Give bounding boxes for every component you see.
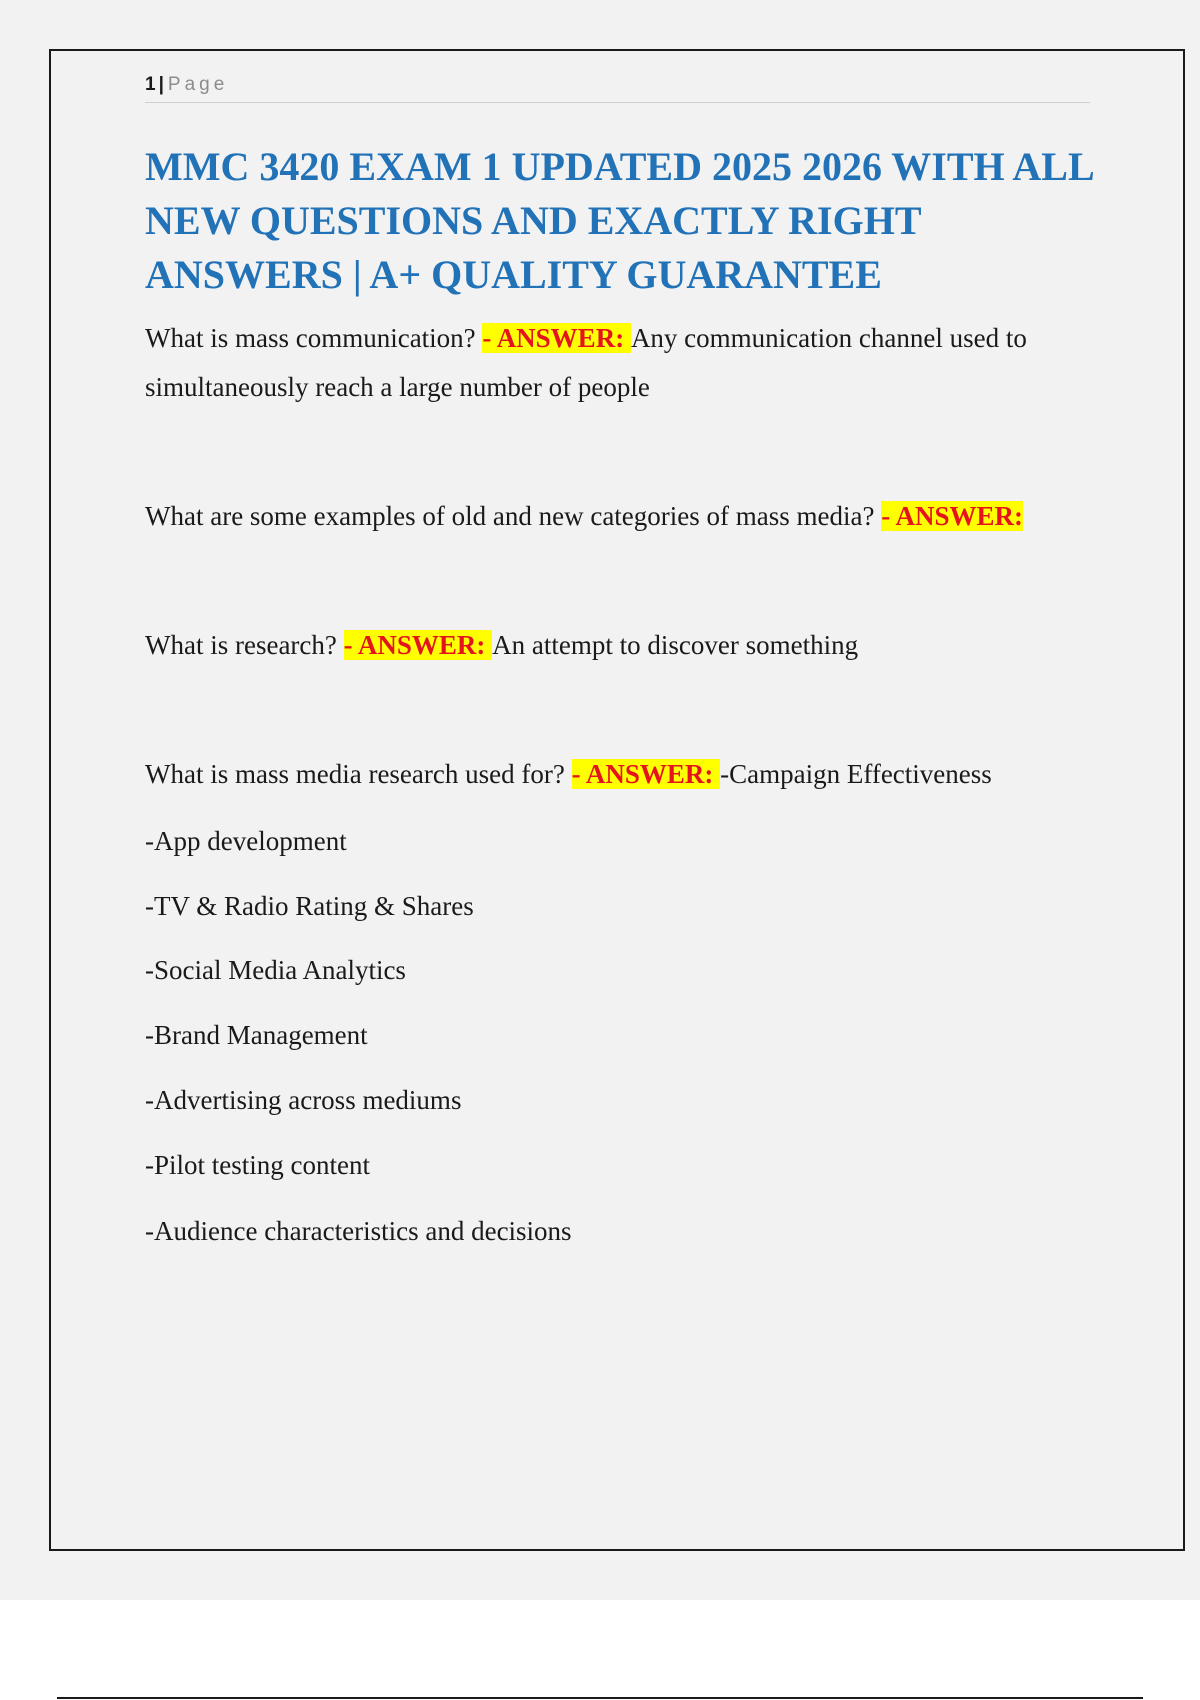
list-item: -Brand Management — [145, 1020, 368, 1050]
page-label: Page — [167, 74, 229, 95]
list-item: -Audience characteristics and decisions — [145, 1216, 572, 1246]
answer-text: -Campaign Effectiveness — [720, 759, 992, 789]
question-text: What is research? — [145, 630, 344, 660]
qa-item-research — [145, 621, 1105, 670]
list-item: -TV & Radio Rating & Shares — [145, 891, 474, 921]
answer-label: - ANSWER: — [881, 501, 1023, 531]
answer-text: An attempt to discover something — [492, 630, 859, 660]
list-item: -App development — [145, 826, 347, 856]
document-title: MMC 3420 EXAM 1 UPDATED 2025 2026 WITH ALL NEW QUESTIONS AND EXACTLY RIGHT ANSWERS | A+ QUALITY GUARANTEE — [145, 144, 1093, 297]
question-text: What are some examples of old and new categories of mass media? — [145, 501, 882, 531]
answer-label: - ANSWER: — [343, 630, 493, 660]
header-separator: | — [158, 74, 164, 95]
question-text: What is mass communication? — [145, 323, 483, 353]
footer-divider — [57, 1697, 1143, 1699]
list-item: -Advertising across mediums — [145, 1085, 462, 1115]
qa-item-research-uses — [145, 750, 1105, 799]
qa-item-mass-communication — [145, 314, 1105, 412]
answer-label: - ANSWER: — [482, 323, 631, 353]
page-header — [145, 72, 1090, 103]
list-item: -Social Media Analytics — [145, 955, 406, 985]
qa-item-media-categories — [145, 492, 1105, 541]
page-number: 1 — [145, 74, 156, 95]
list-item: -Pilot testing content — [145, 1150, 370, 1180]
answer-text: Any communication channel used to simultaneously reach a large number of people — [145, 323, 1027, 402]
answer-label: - ANSWER: — [571, 759, 721, 789]
question-text: What is mass media research used for? — [145, 759, 572, 789]
